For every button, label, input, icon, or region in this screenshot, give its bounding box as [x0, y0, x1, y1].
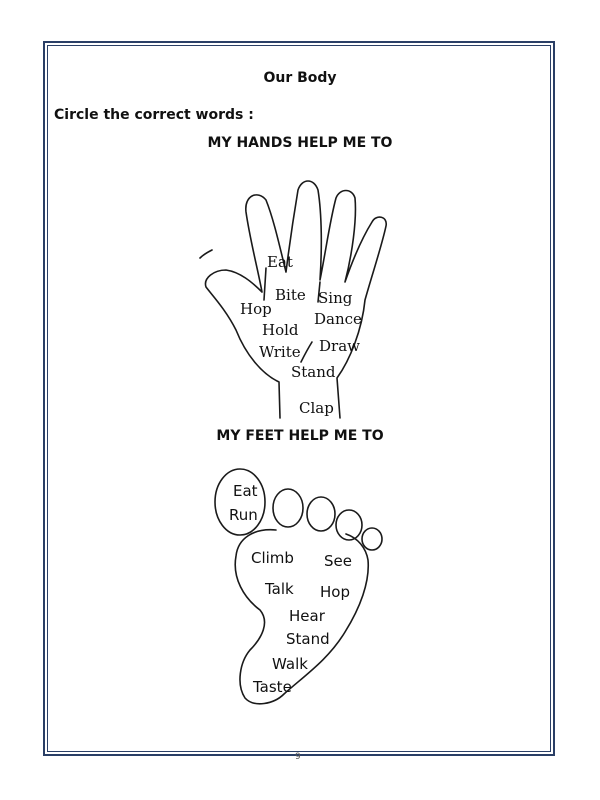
hand-word-dance[interactable]: Dance [314, 310, 362, 328]
foot-word-talk[interactable]: Talk [265, 580, 294, 598]
foot-word-run[interactable]: Run [229, 506, 258, 524]
foot-word-taste[interactable]: Taste [253, 678, 292, 696]
foot-word-walk[interactable]: Walk [272, 655, 308, 673]
foot-word-see[interactable]: See [324, 552, 352, 570]
foot-word-climb[interactable]: Climb [251, 549, 294, 567]
feet-heading: MY FEET HELP ME TO [216, 428, 384, 444]
hand-word-sing[interactable]: Sing [318, 289, 353, 307]
hands-heading: MY HANDS HELP ME TO [207, 135, 393, 151]
hand-word-draw[interactable]: Draw [319, 337, 360, 355]
hand-word-hold[interactable]: Hold [262, 321, 299, 339]
instruction-text: Circle the correct words : [54, 107, 254, 123]
hand-word-bite[interactable]: Bite [275, 286, 306, 304]
hand-word-clap[interactable]: Clap [299, 399, 334, 417]
hand-word-hop[interactable]: Hop [240, 300, 272, 318]
hand-word-eat[interactable]: Eat [267, 253, 293, 271]
hand-word-write[interactable]: Write [259, 343, 301, 361]
page-number: 9 [295, 752, 301, 762]
foot-word-stand[interactable]: Stand [286, 630, 330, 648]
hand-word-stand[interactable]: Stand [291, 363, 336, 381]
foot-word-hop[interactable]: Hop [320, 583, 350, 601]
foot-word-hear[interactable]: Hear [289, 607, 325, 625]
worksheet-title: Our Body [263, 70, 337, 86]
foot-word-eat[interactable]: Eat [233, 482, 258, 500]
